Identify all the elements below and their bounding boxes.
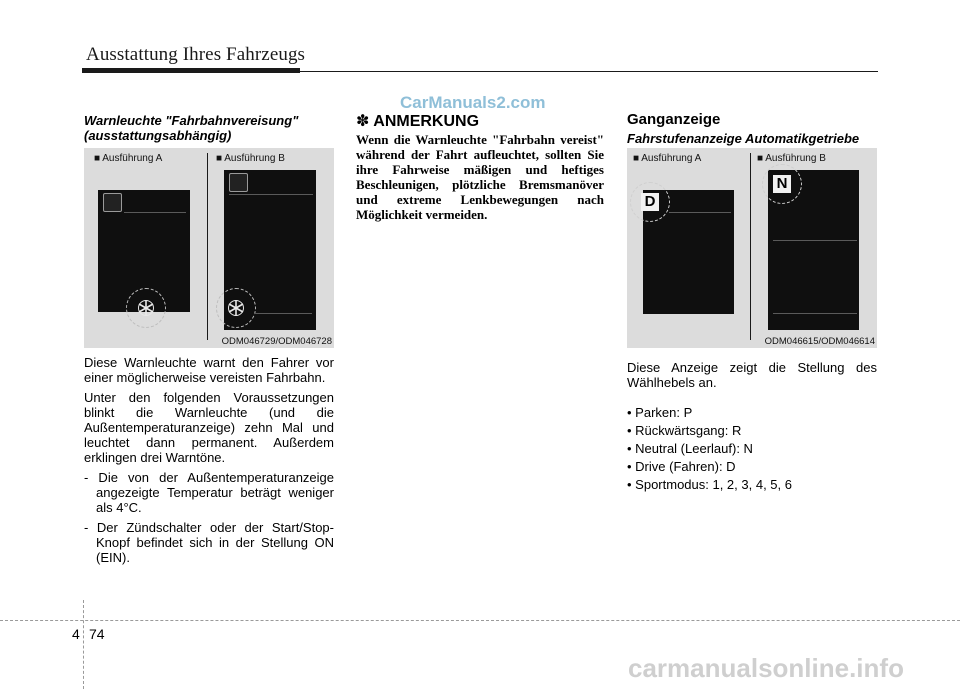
- gear-indicator-para1: Diese Anzeige zeigt die Stellung des Wählhebels an.: [627, 360, 877, 390]
- gear-indicator-subtitle: Fahrstufenanzeige Automatikgetriebe: [627, 131, 860, 146]
- screen-line: [124, 212, 186, 213]
- header-rule-thin: [300, 71, 878, 72]
- highlight-circle: [126, 288, 166, 328]
- note-title: ✽ ANMERKUNG: [356, 113, 480, 130]
- cluster-screen-a: [98, 190, 190, 312]
- screen-line: [773, 313, 857, 314]
- gear-indicator-title: Ganganzeige: [627, 111, 721, 128]
- ice-warning-figure: [84, 148, 334, 348]
- header-rule-thick: [82, 68, 300, 73]
- ice-warning-body: [84, 355, 334, 570]
- figure-label-a: ■ Ausführung A: [94, 153, 163, 164]
- figure-code: ODM046615/ODM046614: [764, 336, 875, 347]
- display-square-icon: [229, 173, 248, 192]
- screen-line: [229, 194, 313, 195]
- screen-line: [773, 240, 857, 241]
- list-item: • Sportmodus: 1, 2, 3, 4, 5, 6: [627, 477, 792, 492]
- display-square-icon: [103, 193, 122, 212]
- figure-divider: [207, 153, 208, 340]
- list-item: • Rückwärtsgang: R: [627, 423, 742, 438]
- cluster-screen-a: [643, 190, 734, 314]
- highlight-circle: [630, 182, 670, 222]
- snowflake-icon: [227, 299, 245, 317]
- list-item: • Drive (Fahren): D: [627, 459, 736, 474]
- ice-warning-heading-line1: Warnleuchte "Fahrbahnvereisung": [84, 113, 299, 128]
- footer-watermark: carmanualsonline.info: [628, 653, 904, 683]
- gear-indicator-body: [627, 360, 877, 495]
- figure-label-b: ■ Ausführung B: [757, 153, 826, 164]
- figure-label-b: ■ Ausführung B: [216, 153, 285, 164]
- screen-line: [669, 212, 731, 213]
- column-ice-warning: [84, 113, 334, 143]
- gear-positions-list: [627, 405, 877, 492]
- list-item: • Neutral (Leerlauf): N: [627, 441, 753, 456]
- section-header-title: Ausstattung Ihres Fahrzeugs: [86, 44, 306, 65]
- gear-indicator-figure: [627, 148, 877, 348]
- highlight-circle: [216, 288, 256, 328]
- figure-divider: [750, 153, 751, 340]
- gear-n-indicator: N: [773, 175, 791, 193]
- ice-warning-heading-line2: (ausstattungsabhängig): [84, 128, 232, 143]
- watermark-text: CarManuals2.com: [400, 93, 546, 112]
- screen-line: [254, 313, 312, 314]
- gear-d-indicator: D: [641, 193, 659, 211]
- ice-warning-para1: Diese Warnleuchte warnt den Fahrer vor einer möglicherweise vereisten Fahrbahn.: [84, 355, 334, 385]
- figure-label-a: ■ Ausführung A: [633, 153, 702, 164]
- cluster-screen-b: [768, 170, 859, 330]
- ice-warning-para2: Unter den folgenden Voraussetzungen blinkt die Warnleuchte (und die Außentemperaturanzeige) zehn Mal und leuchtet dann permanent. Außerdem erklingen drei Warntöne.: [84, 390, 334, 465]
- snowflake-icon: [137, 299, 155, 317]
- note-text: Wenn die Warnleuchte "Fahrbahn vereist" während der Fahrt aufleuchtet, sollten Sie ihre Fahrweise mäßigen und heftiges Beschleunigen, plötzliche Bremsmanöver und extreme Lenkbewegungen nach Möglichkeit vermeiden.: [356, 132, 604, 222]
- list-item: • Parken: P: [627, 405, 693, 420]
- footer-rule: [0, 620, 960, 621]
- condition-ignition: - Der Zündschalter oder der Start/Stop-Knopf befindet sich in der Stellung ON (EIN).: [84, 520, 334, 565]
- cluster-screen-b: [224, 170, 316, 330]
- chapter-number: 4: [72, 626, 80, 642]
- page-number: 74: [89, 626, 105, 642]
- highlight-circle: [762, 164, 802, 204]
- ice-warning-heading: [84, 113, 334, 143]
- footer-vertical-rule: [83, 600, 84, 689]
- condition-temperature: - Die von der Außentemperaturanzeige angezeigte Temperatur beträgt weniger als 4°C.: [84, 470, 334, 515]
- figure-code: ODM046729/ODM046728: [221, 336, 332, 347]
